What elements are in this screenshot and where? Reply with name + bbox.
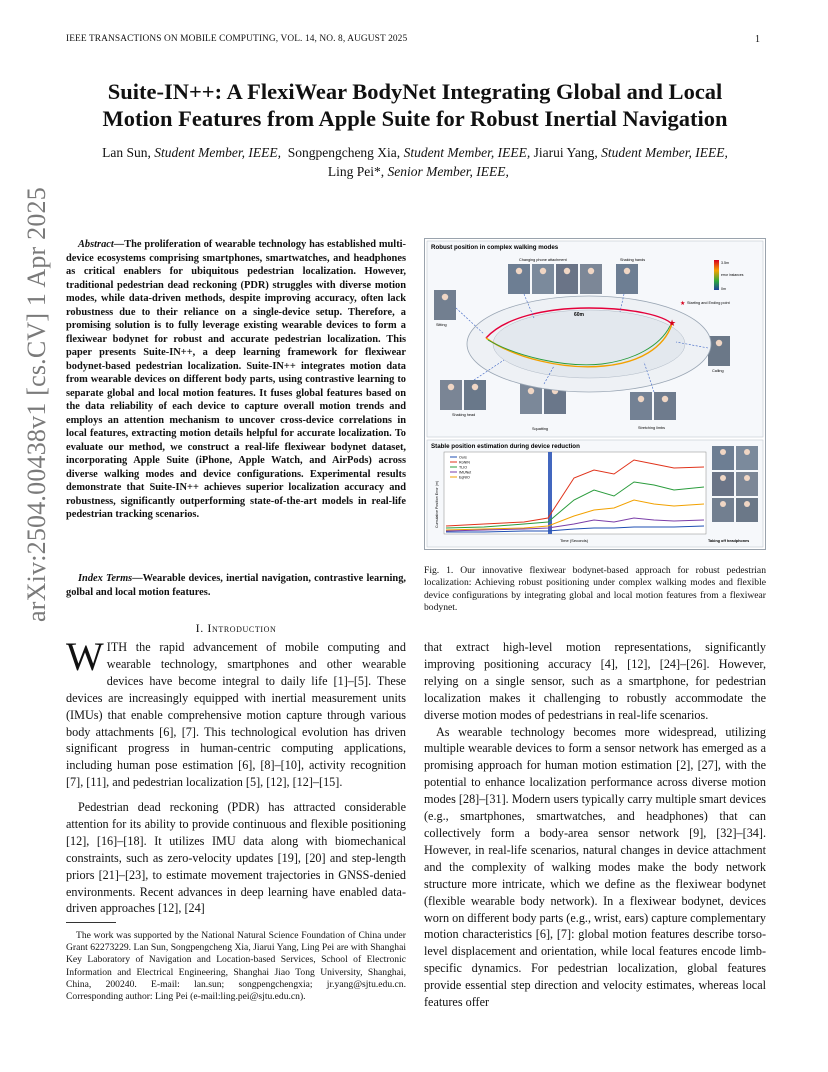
x-axis-label: Time (Seconds) <box>560 538 589 543</box>
abstract <box>66 238 406 522</box>
author-role: Student Member, IEEE, <box>403 145 531 160</box>
legend-entry: IMUNet <box>459 470 472 475</box>
author-role: Student Member, IEEE, <box>154 145 281 160</box>
right-paragraph-1: that extract high-level motion representations, significantly improving positioning accuracy [4], [12], [24]–[26]. However, relying on a single sensor, such as a smartphone, for pedestrian localization makes it challenging to robustly accommodate the diverse motion modes of pedestrians in real-life scenarios. <box>424 640 766 722</box>
top-panel-title: Robust position in complex walking modes <box>431 244 559 251</box>
figure-caption: Fig. 1. Our innovative flexiwear bodynet-based approach for robust pedestrian localization: Achieving robust positioning under complex walking modes and flexible device configurations by integrating global and local motion features from a flexiwear bodynet. <box>424 565 766 614</box>
author-list <box>90 143 740 181</box>
figure-1-graphic <box>424 238 766 550</box>
footnote-rule <box>66 922 116 923</box>
legend-entry: TLIO <box>459 465 467 470</box>
label-sitting: Sitting <box>436 323 447 327</box>
section-heading: I. Introduction <box>195 621 277 635</box>
author-role: Senior Member, IEEE, <box>387 164 509 179</box>
author-name: Jiarui Yang, <box>533 145 598 160</box>
index-terms-text: —Wearable devices, inertial navigation, contrastive learning, golbal and local motion features. <box>66 573 406 598</box>
legend-entry: EqNIO <box>459 475 470 480</box>
footnote: The work was supported by the National Natural Science Foundation of China under Grant 62273229. Lan Sun, Songpengcheng Xia, Jiarui Yang, Ling Pei are with Shanghai Key Laboratory of Navigation and Location-based Services, School of Electronic Information and Electrical Engineering, Shanghai Jiao Tong University, Shanghai, China, 200240. E-mail: lan.sun; songpengchengxia; jr.yang@sjtu.edu.cn. Corresponding author: Ling Pei (e-mail:ling.pei@sjtu.edu.cn). <box>66 930 406 1003</box>
figure-1 <box>424 238 766 550</box>
intro-p1-text: ITH the rapid advancement of mobile computing and wearable technology, smartphones and other wearable devices have become integral to daily life [1]–[5]. These devices are increasingly equipped with inertial measurement units (IMUs) that enable comprehensive motion capture through various body attachments [6], [7]. This technological evolution has driven significant progress in human-centric computing applications, including human pose estimation [6], [8]–[10], activity recognition [7], [11], and pedestrian localization [5], [12], [12]–[15]. <box>66 640 406 790</box>
label-changing-phone: Changing phone attachment <box>519 258 567 262</box>
start-star-icon: ★ <box>668 318 677 328</box>
index-terms <box>66 572 406 599</box>
intro-paragraph-1 <box>66 634 406 791</box>
label-squatting: Squatting <box>532 427 549 431</box>
y-axis-label: Cumulative Position Error (m) <box>435 480 439 528</box>
paper-title <box>60 78 770 132</box>
author-name: Lan Sun, <box>102 145 151 160</box>
scale-max: 3.5m <box>721 261 729 265</box>
scale-min: 0m <box>721 287 726 291</box>
error-color-scale <box>714 260 719 290</box>
label-distance: 60m <box>574 312 585 318</box>
label-shaking-hands: Shaking hands <box>620 258 646 262</box>
error-plot <box>444 452 706 534</box>
intro-paragraph-2: Pedestrian dead reckoning (PDR) has attracted considerable attention for its ability to provide continuous and flexible positioning [12], [16]–[18]. It utilizes IMU data along with biomechanical constraints, such as zero-velocity updates [19], [20] and step-length priors [21]–[23], to estimate movement trajectories in GNSS-denied environments. Recent advances in deep learning have enabled data-driven approaches [12], [24] <box>66 800 406 916</box>
index-terms-label: Index Terms <box>78 573 133 584</box>
author-name: Songpengcheng Xia, <box>287 145 401 160</box>
label-shaking-head: Shaking head <box>452 413 476 417</box>
legend-entry: RoNIN <box>459 460 470 465</box>
legend-entry: Ours <box>459 455 467 460</box>
label-starting-point: Starting and Ending point <box>687 301 730 305</box>
scale-mid: error instances <box>721 273 744 277</box>
running-header: IEEE TRANSACTIONS ON MOBILE COMPUTING, VOL. 14, NO. 8, AUGUST 2025 <box>66 34 408 44</box>
label-calling: Calling <box>712 369 724 373</box>
legend-star-icon: ★ <box>680 301 686 307</box>
page-number: 1 <box>755 34 760 45</box>
right-column-text <box>424 639 766 1011</box>
author-role: Student Member, IEEE, <box>601 145 728 160</box>
abstract-text: —The proliferation of wearable technology has established multi-device ecosystems comprising smartphones, smartwatches, and headphones as critical enablers for ubiquitous pedestrian localization. However, traditional pedestrian dead reckoning (PDR) struggles with diverse motion modes, while data-driven methods, despite improving accuracy, often lack robustness due to their reliance on a single-device setup. Therefore, a promising solution is to fully leverage existing wearable devices to form a flexiwear bodynet for robust and accurate pedestrian localization. This paper presents Suite-IN++, a deep learning framework for flexiwear bodynet-based pedestrian localization. Suite-IN++ integrates motion data from wearable devices on different body parts, using contrastive learning to separate global and local motion features. It fuses global features based on the data reliability of each device to capture overall motion trends and employs an attention mechanism to uncover cross-device correlations in local features, extracting motion details helpful for accurate localization. To evaluate our method, we construct a real-life flexiwear bodynet dataset, incorporating Apple Suite (iPhone, Apple Watch, and AirPods) across diverse walking modes and device configurations. Experimental results demonstrate that Suite-IN++ achieves superior localization accuracy and robustness, significantly outperforming state-of-the-art models in real-life pedestrian tracking scenarios. <box>66 239 406 520</box>
bottom-panel-title: Stable position estimation during device reduction <box>431 443 580 450</box>
drop-cap: W <box>66 634 104 679</box>
label-taking-off: Taking off headphones <box>708 539 750 543</box>
right-paragraph-2: As wearable technology becomes more widespread, utilizing multiple wearable devices to form a sensor network has emerged as a promising approach for human motion estimation [2], [27], with the potential to enhance localization performance across diverse motion modes [28]–[31]. Modern users typically carry multiple smart devices (e.g., smartphones, smartwatches, and headphones) that can collectively form a body-area sensor network [9], [32]–[34]. However, in real-life scenarios, natural changes in device attachment and the complexity of walking modes make the body network structure more intricate, which we define as the flexiwear bodynet (flexible wearable body network). In a flexiwear bodynet, devices worn on different body parts (e.g., wrist, ears) capture complementary motion characteristics [6], [7]: global motion features describe torso-level displacement and orientation, while local features encode limb-specific dynamics. For pedestrian localization, global features provide essential step direction and velocity estimates, whereas local features offer <box>424 724 766 1010</box>
label-stretching: Stretching limbs <box>638 426 666 430</box>
title-line-1: Suite-IN++: A FlexiWear BodyNet Integrating Global and Local <box>107 79 723 104</box>
title-line-2: Motion Features from Apple Suite for Robust Inertial Navigation <box>102 106 728 131</box>
arxiv-identifier[interactable]: arXiv:2504.00438v1 [cs.CV] 1 Apr 2025 <box>22 187 51 622</box>
author-name: Ling Pei*, <box>327 164 385 179</box>
abstract-label: Abstract <box>78 239 114 250</box>
